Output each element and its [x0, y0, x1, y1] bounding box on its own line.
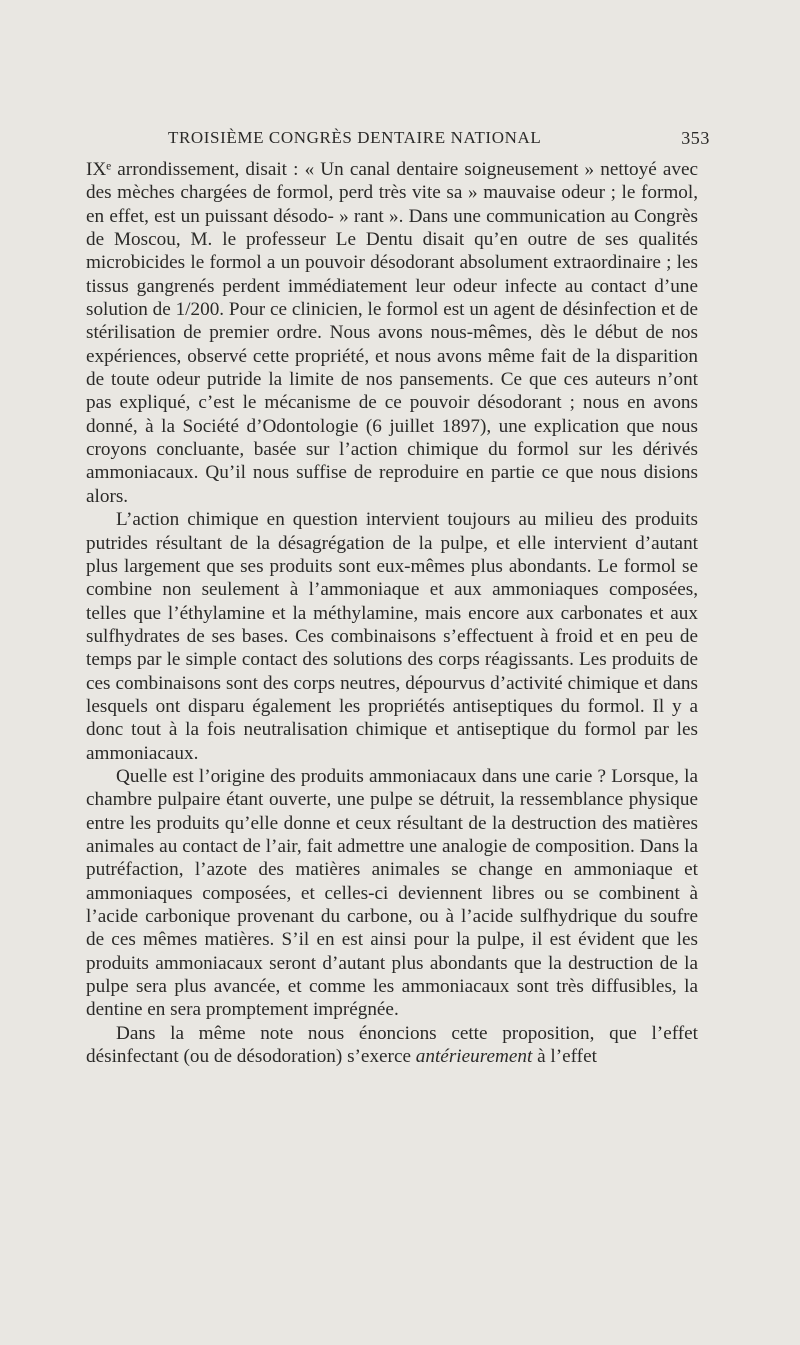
paragraph: Quelle est l’origine des produits ammoniacaux dans une carie ? Lorsque, la chambre pulpaire étant ouverte, une pulpe se détruit, la ressemblance physique entre les produits qu’elle donne et ceux résultant de la destruction des matières animales au contact de l’air, fait admettre une analogie de composition. Dans la putréfaction, l’azote des matières animales se change en ammoniaque et ammoniaques composées, et celles-ci deviennent libres ou se combinent à l’acide carbonique provenant du carbone, ou à l’acide sulfhydrique du soufre de ces mêmes matières. S’il en est ainsi pour la pulpe, il est évident que les produits ammoniacaux seront d’autant plus abondants que la destruction de la pulpe sera plus avancée, et comme les ammoniacaux sont très diffusibles, la dentine en sera promptement imprégnée.: [86, 765, 698, 1021]
page-number: 353: [681, 128, 710, 148]
paragraph: L’action chimique en question intervient toujours au milieu des produits putrides résultant de la désagrégation de la pulpe, et elle intervient d’autant plus largement que ses produits sont eux-mêmes plus abondants. Le formol se combine non seulement à l’ammoniaque et aux ammoniaques composées, telles que l’éthylamine et la méthylamine, mais encore aux carbonates et aux sulfhydrates de ses bases. Ces combinaisons s’effectuent à froid et en peu de temps par le simple contact des solutions des corps réagissants. Les produits de ces combinaisons sont des corps neutres, dépourvus d’activité chimique et dans lesquels ont disparu également les propriétés antiseptiques du formol. Il y a donc tout à la fois neutralisation chimique et antiseptique du formol par les ammoniacaux.: [86, 509, 698, 764]
paragraph-last: [86, 1022, 698, 1069]
paragraph-last-end: à l’effet: [532, 1046, 597, 1068]
body-text: [86, 158, 698, 1068]
running-head-title: TROISIÈME CONGRÈS DENTAIRE NATIONAL: [168, 128, 542, 147]
paragraph: IXᵉ arrondissement, disait : « Un canal dentaire soigneusement » nettoyé avec des mèches chargées de formol, perd très vite sa » mauvaise odeur ; le formol, en effet, est un puissant désodo- » rant ». Dans une communication au Congrès de Moscou, M. le professeur Le Dentu disait qu’en outre de ses qualités microbicides le formol a un pouvoir désodorant absolument extraordinaire ; les tissus gangrenés perdent immédiatement leur odeur infecte au contact d’une solution de 1/200. Pour ce clinicien, le formol est un agent de désinfection et de stérilisation de premier ordre. Nous avons nous-mêmes, dès le début de nos expériences, observé cette propriété, et nous avons même fait de la disparition de toute odeur putride la limite de nos pansements. Ce que ces auteurs n’ont pas expliqué, c’est le mécanisme de ce pouvoir désodorant ; nous en avons donné, à la Société d’Odontologie (6 juillet 1897), une explication que nous croyons concluante, basée sur l’action chimique du formol sur les dérivés ammoniacaux. Qu’il nous suffise de reproduire en partie ce que nous disions alors.: [86, 159, 698, 507]
emphasized-word: antérieurement: [415, 1046, 533, 1068]
paragraph-last-start: Dans la même note nous énoncions cette proposition, que l’effet désinfectant (ou de désodoration) s’exerce: [86, 1022, 698, 1068]
